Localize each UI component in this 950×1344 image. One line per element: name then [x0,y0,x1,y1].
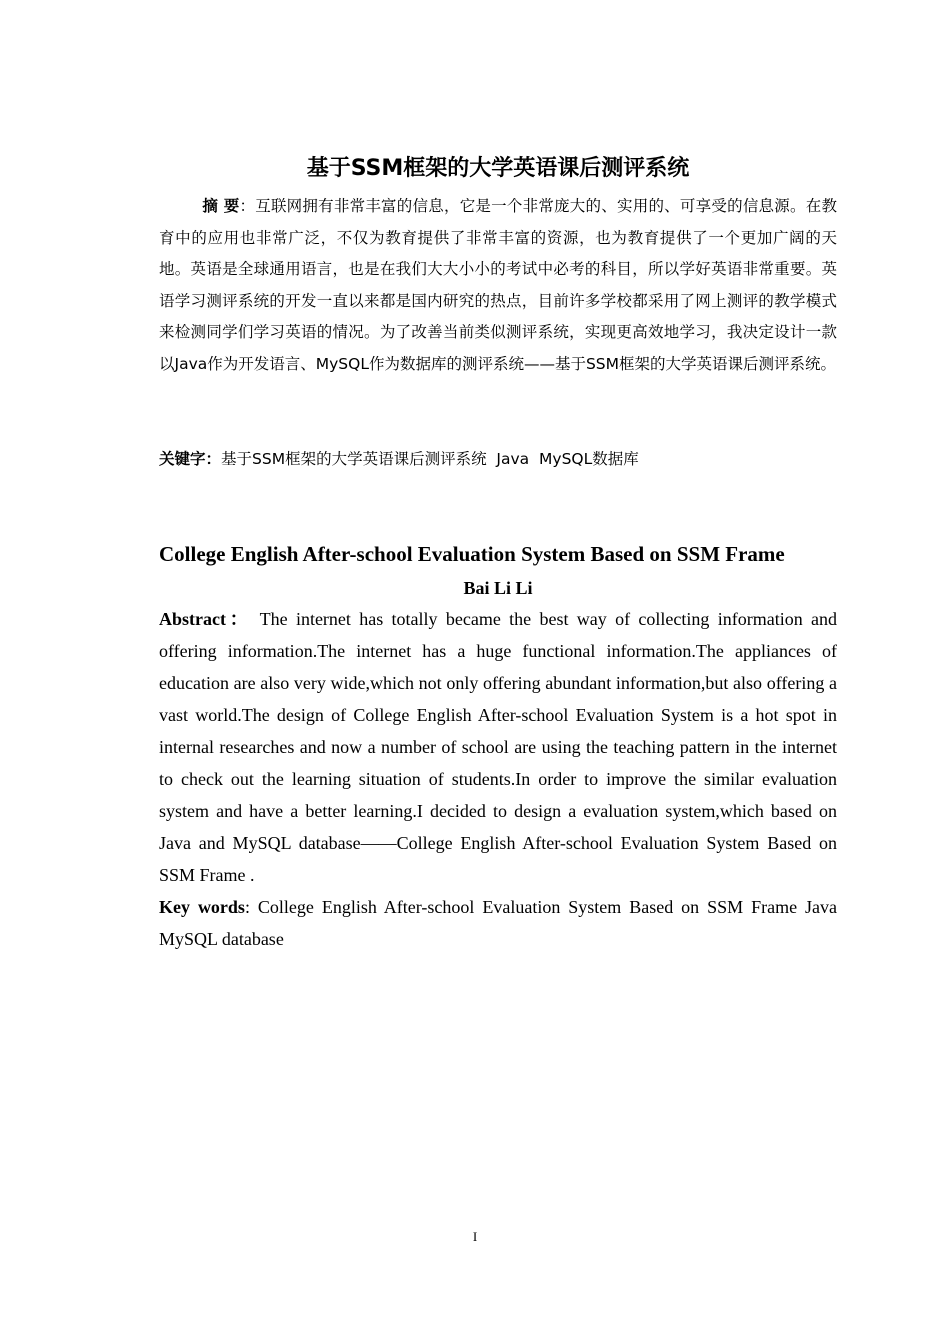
chinese-keywords [159,445,837,473]
chinese-keywords-label: 关键字： [159,450,222,468]
english-keywords-label: Key words [159,897,245,917]
english-abstract-text: The internet has totally became the best way of collecting information and offering information.The internet has a huge functional information.The appliances of education are also very wide,which not only offering abundant information,but also offering a vast world.The design of College English After-school Evaluation System is a hot spot in internal researches and now a number of school are using the teaching pattern in the internet to check out the learning situation of students.In order to improve the similar evaluation system and have a better learning.I decided to design a evaluation system,which based on Java and MySQL database——College English After-school Evaluation System Based on SSM Frame . [159,609,838,885]
chinese-abstract-label: 摘 要 [202,197,240,215]
chinese-abstract [159,191,837,380]
english-abstract-label: Abstract： [159,609,252,629]
page-number: I [472,1229,478,1244]
chinese-abstract-text: 互联网拥有非常丰富的信息，它是一个非常庞大的、实用的、可享受的信息源。在教育中的应用也非常广泛，不仅为教育提供了非常丰富的资源，也为教育提供了一个更加广阔的天地。英语是全球通用语言，也是在我们大大小小的考试中必考的科目，所以学好英语非常重要。英语学习测评系统的开发一直以来都是国内研究的热点，目前许多学校都采用了网上测评的教学模式来检测同学们学习英语的情况。为了改善当前类似测评系统，实现更高效地学习，我决定设计一款以Java作为开发语言、MySQL作为数据库的测评系统——基于SSM框架的大学英语课后测评系统。 [159,197,837,373]
english-author: Bai Li Li [463,578,533,598]
chinese-abstract-colon: ： [239,197,256,215]
english-keywords-text: : College English After-school Evaluation System Based on SSM Frame Java MySQL database [159,897,837,949]
english-abstract [159,603,837,891]
chinese-keywords-text: 基于SSM框架的大学英语课后测评系统 Java MySQL数据库 [221,450,639,468]
english-title: College English After-school Evaluation System Based on SSM Frame [159,542,785,566]
chinese-title: 基于SSM框架的大学英语课后测评系统 [306,156,690,181]
english-keywords [159,891,837,955]
